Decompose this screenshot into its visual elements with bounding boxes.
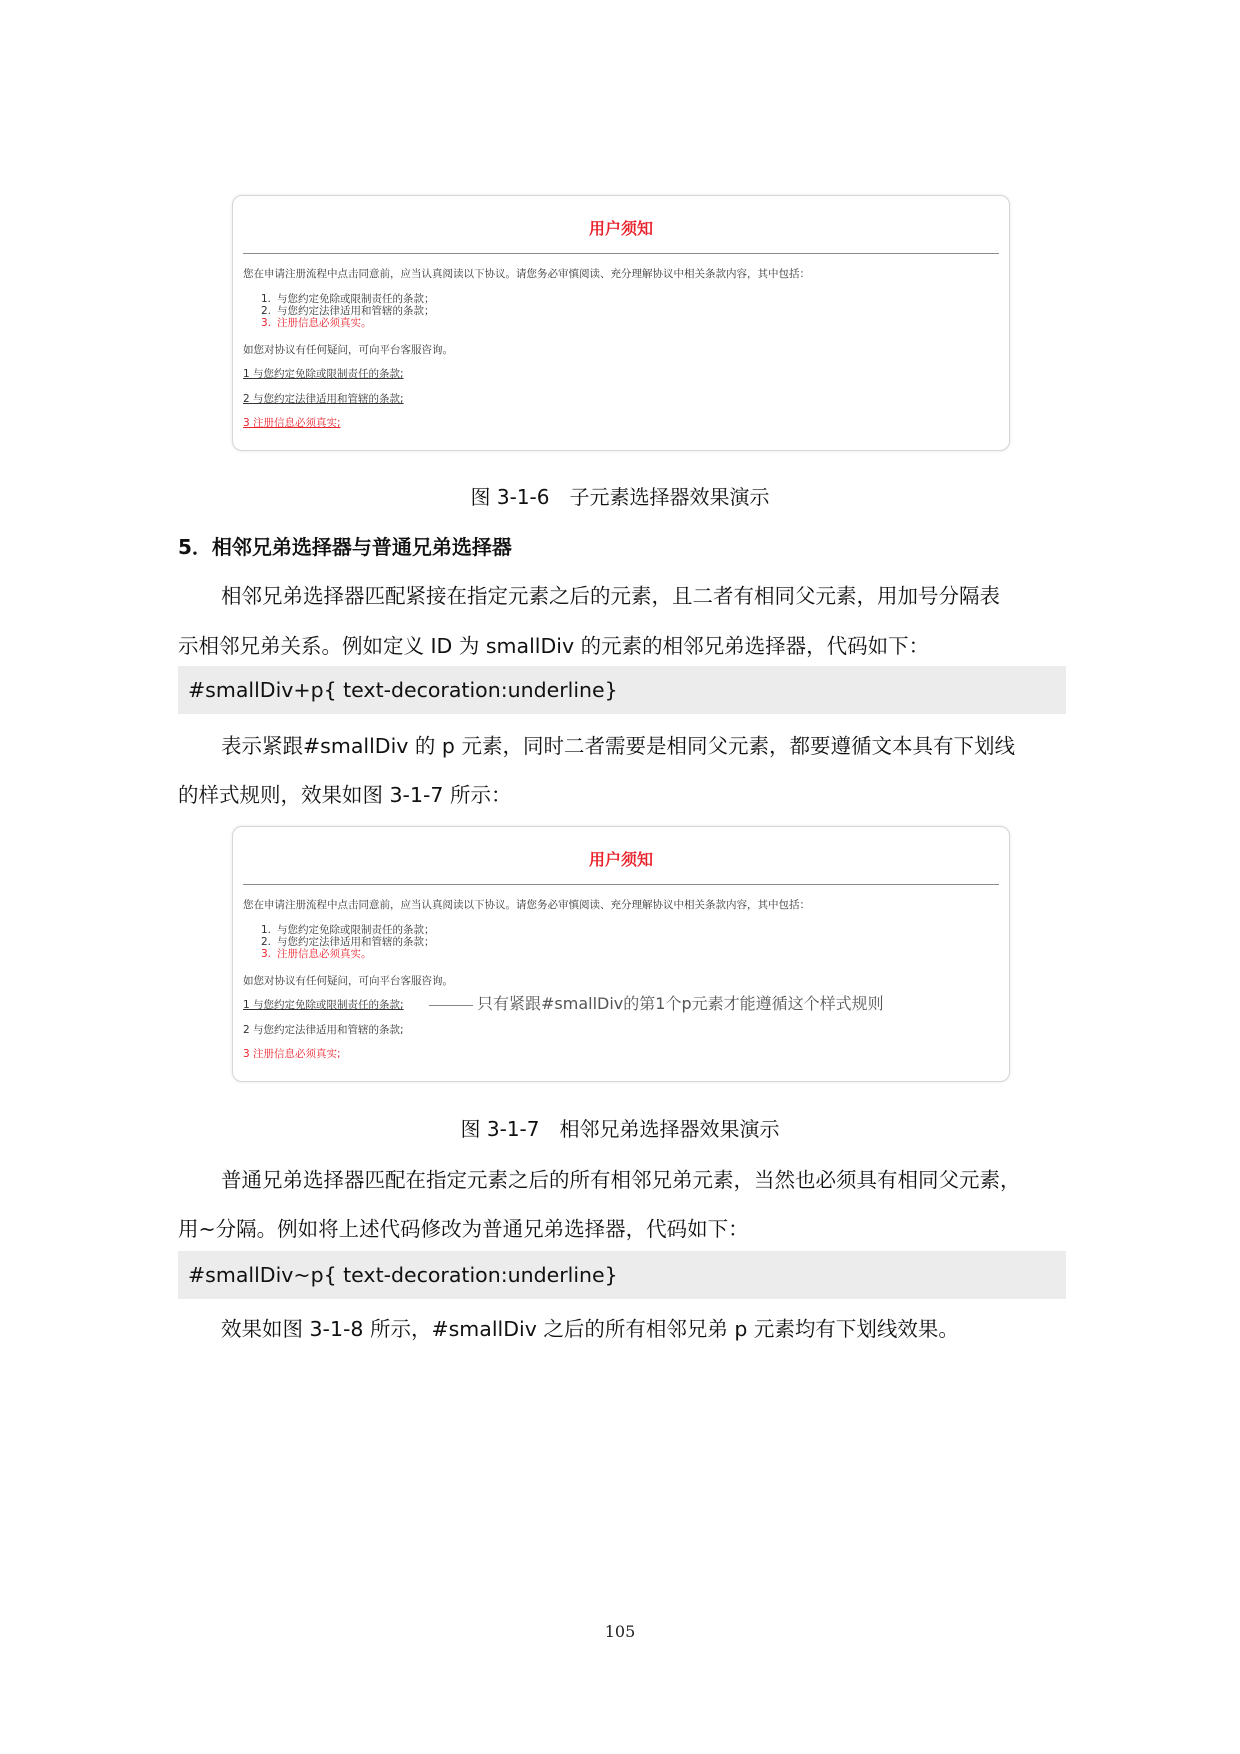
code-block-adjacent: #smallDiv+p{ text-decoration:underline} xyxy=(178,666,1066,714)
paragraph-1-line-1: 相邻兄弟选择器匹配紧接在指定元素之后的元素，且二者有相同父元素，用加号分隔表 xyxy=(221,584,1000,608)
figure-2-list-item: 1. 与您约定免除或限制责任的条款； xyxy=(261,924,435,936)
figure-1-list-item: 3. 注册信息必须真实。 xyxy=(261,317,372,329)
figure-1-paragraph-1: 1 与您约定免除或限制责任的条款; xyxy=(243,368,404,380)
figure-1-caption: 图 3-1-6 子元素选择器效果演示 xyxy=(470,485,770,509)
paragraph-2-line-2: 的样式规则，效果如图 3-1-7 所示： xyxy=(178,783,512,807)
page-number: 105 xyxy=(604,1622,636,1641)
figure-2-screenshot xyxy=(232,826,1010,1082)
figure-1-divider xyxy=(243,253,999,254)
figure-2-caption: 图 3-1-7 相邻兄弟选择器效果演示 xyxy=(460,1117,780,1141)
paragraph-3-line-1: 普通兄弟选择器匹配在指定元素之后的所有相邻兄弟元素，当然也必须具有相同父元素， xyxy=(221,1168,1021,1192)
figure-2-note: 如您对协议有任何疑问，可向平台客服咨询。 xyxy=(243,975,453,987)
paragraph-2-line-1: 表示紧跟#smallDiv 的 p 元素，同时二者需要是相同父元素，都要遵循文本具有下划线 xyxy=(221,734,1015,758)
annotation-connector-line xyxy=(429,1005,473,1006)
figure-1-list-item: 1. 与您约定免除或限制责任的条款； xyxy=(261,293,435,305)
code-block-general: #smallDiv~p{ text-decoration:underline} xyxy=(178,1251,1066,1299)
paragraph-1-line-2: 示相邻兄弟关系。例如定义 ID 为 smallDiv 的元素的相邻兄弟选择器，代码如下： xyxy=(178,634,930,658)
figure-2-list-item: 3. 注册信息必须真实。 xyxy=(261,948,372,960)
figure-1-list-item: 2. 与您约定法律适用和管辖的条款； xyxy=(261,305,435,317)
annotation-text: 只有紧跟#smallDiv的第1个p元素才能遵循这个样式规则 xyxy=(477,994,884,1013)
figure-2-title: 用户须知 xyxy=(588,850,653,869)
figure-1-paragraph-3: 3 注册信息必须真实; xyxy=(243,417,341,429)
paragraph-3-line-2: 用~分隔。例如将上述代码修改为普通兄弟选择器，代码如下： xyxy=(178,1217,749,1241)
figure-1-intro: 您在申请注册流程中点击同意前，应当认真阅读以下协议。请您务必审慎阅读、充分理解协议中相关条款内容，其中包括： xyxy=(243,268,810,280)
section-heading: 5．相邻兄弟选择器与普通兄弟选择器 xyxy=(178,535,512,559)
figure-1-title: 用户须知 xyxy=(588,219,653,238)
figure-2-divider xyxy=(243,884,999,885)
figure-1-screenshot xyxy=(232,195,1010,451)
figure-2-list-item: 2. 与您约定法律适用和管辖的条款； xyxy=(261,936,435,948)
figure-1-paragraph-2: 2 与您约定法律适用和管辖的条款; xyxy=(243,393,404,405)
figure-2-intro: 您在申请注册流程中点击同意前，应当认真阅读以下协议。请您务必审慎阅读、充分理解协议中相关条款内容，其中包括： xyxy=(243,899,810,911)
figure-2-paragraph-3: 3 注册信息必须真实; xyxy=(243,1048,341,1060)
figure-2-paragraph-2: 2 与您约定法律适用和管辖的条款; xyxy=(243,1024,404,1036)
figure-2-paragraph-1: 1 与您约定免除或限制责任的条款; xyxy=(243,999,404,1011)
paragraph-4: 效果如图 3-1-8 所示，#smallDiv 之后的所有相邻兄弟 p 元素均有下划线效果。 xyxy=(221,1317,959,1341)
figure-1-note: 如您对协议有任何疑问，可向平台客服咨询。 xyxy=(243,344,453,356)
